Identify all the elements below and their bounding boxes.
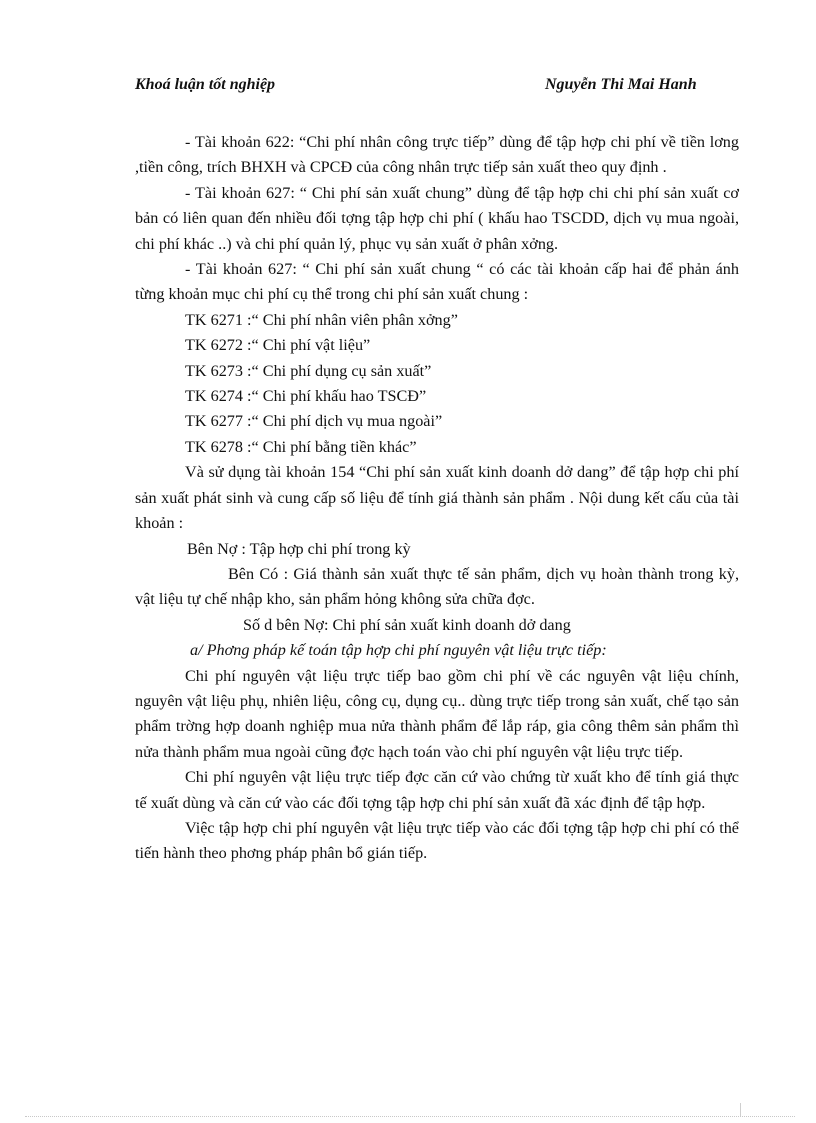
account-line: TK 6274 :“ Chi phí khấu hao TSCĐ” [185, 387, 427, 406]
account-line: TK 6271 :“ Chi phí nhân viên phân xởng” [185, 310, 458, 329]
section-heading-a: a/ Phơng pháp kế toán tập hợp chi phí nguyên vật liệu trực tiếp: [190, 641, 607, 660]
paragraph-account-627: - Tài khoản 627: “ Chi phí sản xuất chung” dùng để tập hợp chi chi phí sản xuất cơ bản có liên quan đến nhiều đối tợng tập hợp chi phí ( khấu hao TSCDD, dịch vụ mua ngoài, chi phí khác ..) và chi phí quản lý, phục vụ sản xuất ở phân xởng. [135, 183, 739, 253]
paragraph-account-622: - Tài khoản 622: “Chi phí nhân công trực tiếp” dùng để tập hợp chi phí về tiền lơng ,tiền công, trích BHXH và CPCĐ của công nhân trực tiếp sản xuất theo quy định . [135, 133, 739, 177]
header-thesis-label: Khoá luận tốt nghiệp [135, 76, 276, 93]
paragraph-account-154: Và sử dụng tài khoản 154 “Chi phí sản xuất kinh doanh dở dang” để tập hợp chi phí sản xuất phát sinh và cung cấp số liệu để tính giá thành sản phẩm . Nội dung kết cấu của tài khoản : [135, 463, 739, 533]
paragraph-allocation: Việc tập hợp chi phí nguyên vật liệu trực tiếp vào các đối tợng tập hợp chi phí có thể tiến hành theo phơng pháp phân bổ gián tiếp. [135, 818, 739, 863]
account-line: TK 6277 :“ Chi phí dịch vụ mua ngoài” [185, 412, 443, 431]
account-line: TK 6272 :“ Chi phí vật liệu” [185, 336, 371, 355]
account-line: TK 6273 :“ Chi phí dụng cụ sản xuất” [185, 361, 432, 380]
footer-dotted-rule [25, 1116, 795, 1117]
paragraph-account-627-sub: - Tài khoản 627: “ Chi phí sản xuất chung “ có các tài khoản cấp hai để phản ánh từng khoản mục chi phí cụ thể trong chi phí sản xuất chung : [135, 260, 739, 304]
balance-line: Số d bên Nợ: Chi phí sản xuất kinh doanh dở dang [243, 615, 571, 634]
footer-mark [740, 1103, 741, 1116]
document-body [135, 130, 739, 867]
header-author-name: Nguyễn Thi Mai Hanh [545, 76, 697, 93]
account-line: TK 6278 :“ Chi phí bằng tiền khác” [185, 437, 417, 456]
credit-side-paragraph: Bên Có : Giá thành sản xuất thực tế sản phẩm, dịch vụ hoàn thành trong kỳ, vật liệu tự chế nhập kho, sản phẩm hỏng không sửa chữa đợc. [135, 564, 739, 609]
paragraph-materials-basis: Chi phí nguyên vật liệu trực tiếp đợc căn cứ vào chứng từ xuất kho để tính giá thực tế xuất dùng và căn cứ vào các đối tợng tập hợp chi phí sản xuất đã xác định để tập hợp. [135, 768, 739, 812]
debit-side-line: Bên Nợ : Tập hợp chi phí trong kỳ [187, 539, 411, 558]
paragraph-direct-materials: Chi phí nguyên vật liệu trực tiếp bao gồm chi phí về các nguyên vật liệu chính, nguyên vật liệu phụ, nhiên liệu, công cụ, dụng cụ.. dùng trực tiếp trong sản xuất, chế tạo sản phẩm trờng hợp doanh nghiệp mua nửa thành phẩm để lắp ráp, gia công thêm sản phẩm thì nửa thành phẩm mua ngoài cũng đợc hạch toán vào chi phí nguyên vật liệu trực tiếp. [135, 666, 739, 761]
